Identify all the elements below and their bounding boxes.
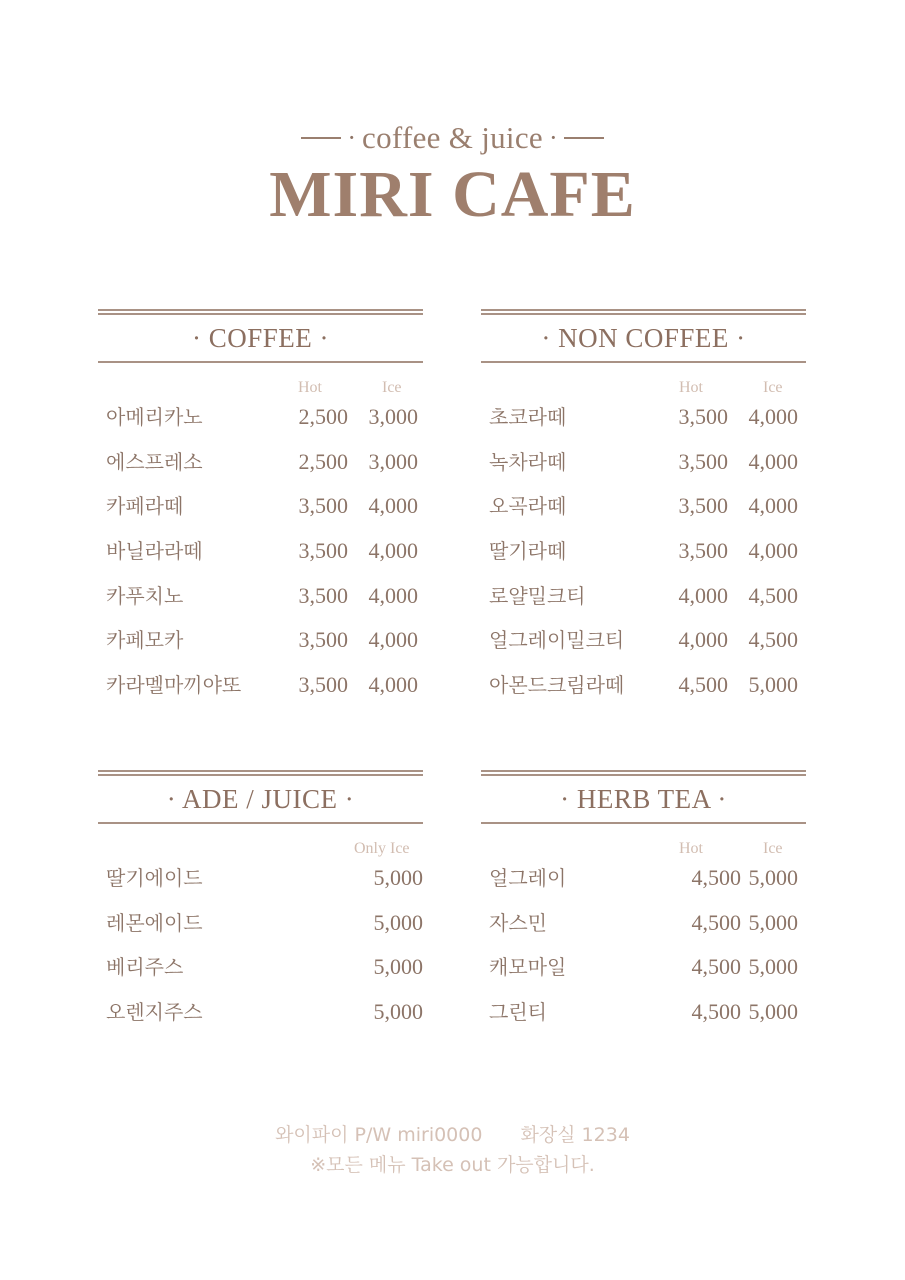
item-price: 5,000 [373, 999, 423, 1025]
item-price-ice: 4,000 [748, 448, 798, 474]
item-name: 카푸치노 [106, 583, 184, 608]
item-name: 카페모카 [106, 628, 184, 653]
item-price-hot: 3,500 [678, 538, 728, 564]
menu-item [481, 998, 806, 1043]
item-price-ice: 5,000 [748, 865, 798, 890]
col-hot-label: Hot [298, 379, 322, 396]
item-name: 카페라떼 [106, 494, 184, 519]
item-price-ice: 4,000 [748, 404, 798, 429]
item-price: 5,000 [373, 865, 423, 890]
item-price-hot: 4,500 [691, 909, 741, 935]
menu-item [481, 403, 806, 448]
item-list [98, 403, 423, 716]
item-price-ice: 4,000 [368, 627, 418, 653]
menu-item [98, 953, 423, 998]
item-name: 캐모마일 [489, 955, 567, 980]
col-only-ice-label: Only Ice [354, 840, 410, 857]
item-price-ice: 4,500 [748, 627, 798, 653]
menu-item [481, 582, 806, 627]
column-headers [481, 363, 806, 403]
footer-info [0, 1120, 905, 1147]
item-price-hot: 2,500 [298, 448, 348, 474]
item-price-hot: 4,500 [691, 865, 741, 890]
item-list [481, 864, 806, 1043]
menu-item [98, 864, 423, 909]
menu-item [98, 403, 423, 448]
wifi-password: 와이파이 P/W miri0000 [275, 1124, 483, 1146]
menu-item [98, 537, 423, 582]
item-price-ice: 3,000 [368, 448, 418, 474]
section-ade-juice [98, 770, 423, 1043]
item-name: 자스민 [489, 910, 547, 935]
item-price-ice: 4,000 [368, 582, 418, 608]
item-price-ice: 5,000 [748, 999, 798, 1025]
dot-decoration: · [347, 123, 357, 152]
item-name: 딸기라떼 [489, 539, 567, 564]
item-price-ice: 5,000 [748, 954, 798, 980]
menu-item [481, 671, 806, 716]
menu-item [481, 448, 806, 493]
section-coffee [98, 309, 423, 716]
section-title: · HERB TEA · [560, 784, 727, 814]
menu-header [0, 118, 905, 230]
item-price-ice: 4,000 [368, 538, 418, 564]
col-ice-label: Ice [763, 379, 783, 396]
item-list [98, 864, 423, 1043]
item-name: 바닐라라떼 [106, 539, 203, 564]
item-price-ice: 3,000 [368, 404, 418, 429]
item-name: 녹차라떼 [489, 449, 567, 474]
item-name: 딸기에이드 [106, 866, 203, 890]
menu-item [481, 864, 806, 909]
page-title: MIRI CAFE [269, 158, 636, 231]
item-price: 5,000 [373, 909, 423, 935]
column-headers [98, 363, 423, 403]
item-price-hot: 3,500 [678, 493, 728, 519]
restroom-code: 화장실 1234 [520, 1124, 630, 1146]
section-herb-tea [481, 770, 806, 1043]
menu-item [481, 953, 806, 998]
menu-item [98, 998, 423, 1043]
col-ice-label: Ice [382, 379, 402, 396]
right-rule [564, 137, 604, 139]
item-price-hot: 3,500 [298, 493, 348, 519]
item-name: 아몬드크림라떼 [489, 673, 625, 698]
item-price-hot: 3,500 [678, 404, 728, 429]
item-price-hot: 3,500 [298, 582, 348, 608]
subtitle-row [0, 118, 905, 158]
menu-item [98, 626, 423, 671]
section-non-coffee [481, 309, 806, 716]
item-price-ice: 4,500 [748, 582, 798, 608]
item-price-hot: 3,500 [298, 538, 348, 564]
col-hot-label: Hot [679, 840, 703, 857]
item-price-ice: 5,000 [748, 672, 798, 698]
item-price-hot: 4,500 [678, 672, 728, 698]
item-price-ice: 5,000 [748, 909, 798, 935]
menu-item [98, 671, 423, 716]
item-price-hot: 4,000 [678, 582, 728, 608]
col-hot-label: Hot [679, 379, 703, 396]
takeout-note: ※모든 메뉴 Take out 가능합니다. [310, 1154, 595, 1176]
item-price-ice: 4,000 [368, 672, 418, 698]
item-name: 에스프레소 [106, 449, 203, 474]
item-name: 오곡라떼 [489, 494, 567, 519]
item-price-hot: 3,500 [678, 448, 728, 474]
item-name: 얼그레이밀크티 [489, 628, 625, 653]
dot-decoration: · [548, 123, 558, 152]
menu-item [98, 909, 423, 954]
item-price-hot: 4,500 [691, 954, 741, 980]
item-list [481, 403, 806, 716]
item-name: 초코라떼 [489, 405, 567, 429]
menu-item [98, 492, 423, 537]
item-name: 레몬에이드 [106, 910, 203, 935]
menu-item [98, 448, 423, 493]
subtitle: coffee & juice [362, 120, 543, 155]
menu-item [481, 626, 806, 671]
item-name: 카라멜마끼야또 [106, 673, 242, 698]
item-name: 그린티 [489, 1000, 547, 1025]
item-price-hot: 4,500 [691, 999, 741, 1025]
item-price: 5,000 [373, 954, 423, 980]
left-rule [301, 137, 341, 139]
item-price-ice: 4,000 [748, 538, 798, 564]
item-name: 아메리카노 [106, 405, 203, 429]
col-ice-label: Ice [763, 840, 783, 857]
item-price-ice: 4,000 [748, 493, 798, 519]
item-price-hot: 3,500 [298, 627, 348, 653]
item-name: 오렌지주스 [106, 1000, 203, 1025]
item-name: 베리주스 [106, 955, 184, 980]
column-headers [98, 824, 423, 864]
column-headers [481, 824, 806, 864]
section-title: · ADE / JUICE · [166, 784, 355, 814]
section-title: · NON COFFEE · [541, 323, 746, 353]
menu-item [481, 909, 806, 954]
menu-item [481, 537, 806, 582]
item-price-ice: 4,000 [368, 493, 418, 519]
item-price-hot: 3,500 [298, 672, 348, 698]
menu-item [481, 492, 806, 537]
item-price-hot: 2,500 [298, 404, 348, 429]
item-name: 로얄밀크티 [489, 583, 586, 608]
item-name: 얼그레이 [489, 866, 567, 890]
item-price-hot: 4,000 [678, 627, 728, 653]
section-title: · COFFEE · [191, 323, 329, 353]
menu-item [98, 582, 423, 627]
